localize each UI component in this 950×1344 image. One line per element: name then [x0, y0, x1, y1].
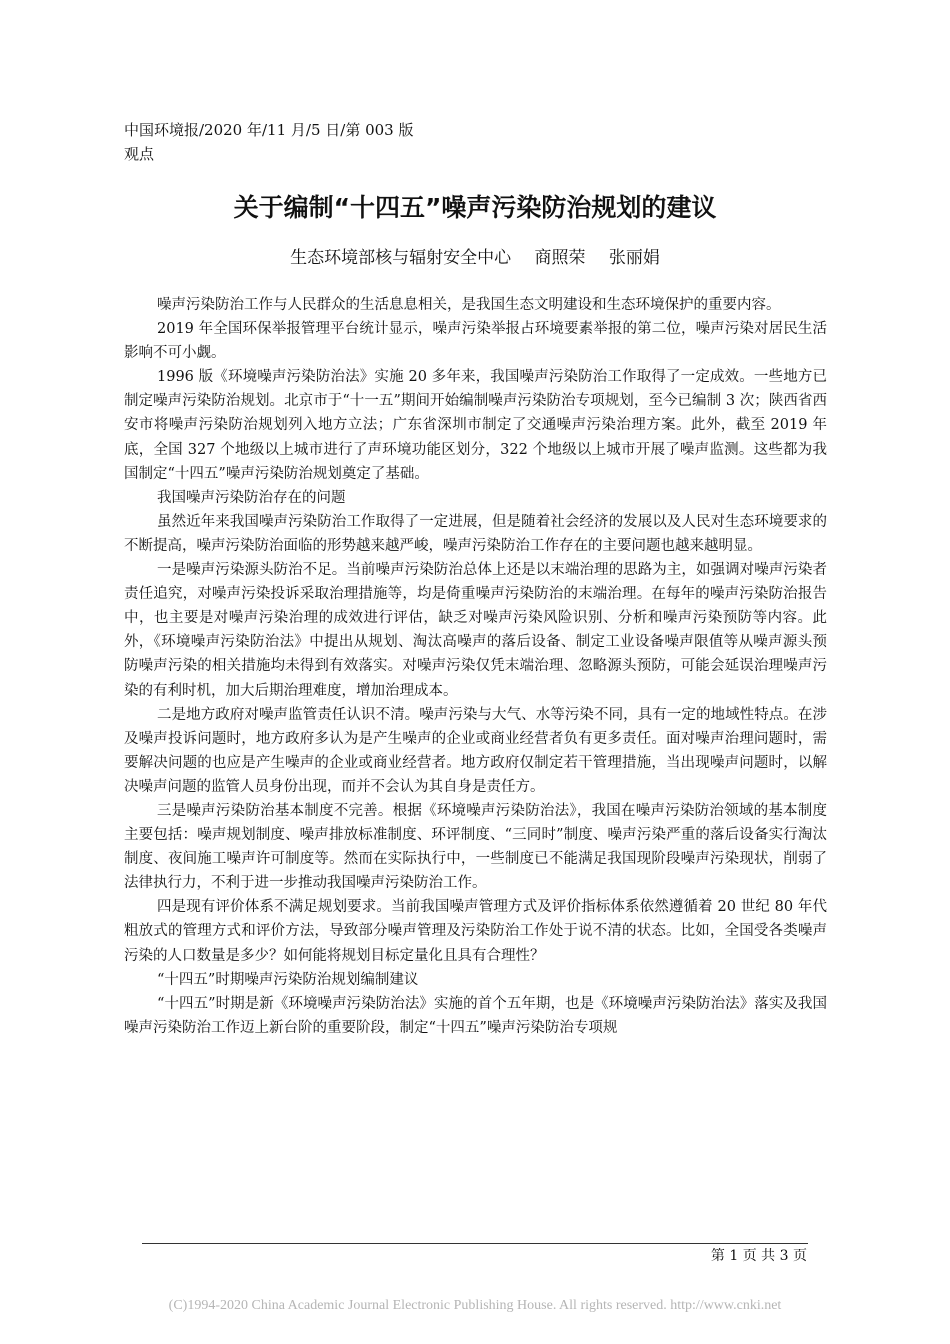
author-affiliation: 生态环境部核与辐射安全中心: [290, 248, 512, 268]
paragraph: 三是噪声污染防治基本制度不完善。根据《环境噪声污染防治法》，我国在噪声污染防治领域的基本制度主要包括：噪声规划制度、噪声排放标准制度、环评制度、“三同时”制度、噪声污染严重的落后设备实行淘汰制度、夜间施工噪声许可制度等。然而在实际执行中，一些制度已不能满足我国现阶段噪声污染现状，削弱了法律执行力，不利于进一步推动我国噪声污染防治工作。: [124, 802, 827, 892]
article-title: 关于编制“十四五”噪声污染防治规划的建议: [233, 193, 717, 222]
paragraph: “十四五”时期是新《环境噪声污染防治法》实施的首个五年期，也是《环境噪声污染防治法》落实及我国噪声污染防治工作迈上新台阶的重要阶段，制定“十四五”噪声污染防治专项规: [124, 995, 827, 1036]
article-source: [124, 118, 414, 166]
footer-divider: [142, 1243, 808, 1244]
author-name: 张丽娟: [608, 248, 660, 268]
section-heading: “十四五”时期噪声污染防治规划编制建议: [157, 971, 419, 988]
paragraph: 1996 版《环境噪声污染防治法》实施 20 多年来，我国噪声污染防治工作取得了一定成效。一些地方已制定噪声污染防治规划。北京市于“十一五”期间开始编制噪声污染防治专项规划，至今已编制 3 次；陕西省西安市将噪声污染防治规划列入地方立法；广东省深圳市制定了交通噪声污染治理方案。此外，截至 2019 年底，全国 327 个地级以上城市进行了声环境功能区划分，322 个地级以上城市开展了噪声监测。这些都为我国制定“十四五”噪声污染防治规划奠定了基础。: [124, 369, 827, 482]
page-number: 第 1 页 共 3 页: [710, 1248, 807, 1264]
paragraph: 四是现有评价体系不满足规划要求。当前我国噪声管理方式及评价指标体系依然遵循着 20 世纪 80 年代粗放式的管理方式和评价方法，导致部分噪声管理及污染防治工作处于说不清的状态。比如，全国受各类噪声污染的人口数量是多少？如何能将规划目标定量化且具有合理性？: [124, 899, 827, 964]
article-authors: [0, 245, 950, 271]
publication-line: 中国环境报/2020 年/11 月/5 日/第 003 版: [124, 121, 414, 139]
author-name: 商照荣: [534, 248, 586, 268]
paragraph: 一是噪声污染源头防治不足。当前噪声污染防治总体上还是以末端治理的思路为主，如强调对噪声污染者责任追究，对噪声污染投诉采取治理措施等，均是倚重噪声污染防治的末端治理。在每年的噪声污染防治报告中，也主要是对噪声污染治理的成效进行评估，缺乏对噪声污染风险识别、分析和噪声污染预防等内容。此外，《环境噪声污染防治法》中提出从规划、淘汰高噪声的落后设备、制定工业设备噪声限值等从噪声源头预防噪声污染的相关措施均未得到有效落实。对噪声污染仅凭末端治理、忽略源头预防，可能会延误治理噪声污染的有利时机，加大后期治理难度，增加治理成本。: [124, 562, 827, 699]
paragraph: 虽然近年来我国噪声污染防治工作取得了一定进展，但是随着社会经济的发展以及人民对生态环境要求的不断提高，噪声污染防治面临的形势越来越严峻，噪声污染防治工作存在的主要问题也越来越明显。: [124, 513, 827, 554]
paragraph: 噪声污染防治工作与人民群众的生活息息相关，是我国生态文明建设和生态环境保护的重要内容。: [157, 297, 781, 313]
paragraph: 2019 年全国环保举报管理平台统计显示，噪声污染举报占环境要素举报的第二位，噪声污染对居民生活影响不可小觑。: [124, 321, 827, 362]
section-label: 观点: [124, 145, 155, 163]
article-body: [124, 293, 827, 1040]
paragraph: 二是地方政府对噪声监管责任认识不清。噪声污染与大气、水等污染不同，具有一定的地域性特点。在涉及噪声投诉问题时，地方政府多认为是产生噪声的企业或商业经营者负有更多责任。面对噪声治理问题时，需要解决问题的也应是产生噪声的企业或商业经营者。地方政府仅制定若干管理措施，当出现噪声问题时，以解决噪声问题的监管人员身份出现，而并不会认为其自身是责任方。: [124, 706, 827, 795]
section-heading: 我国噪声污染防治存在的问题: [157, 489, 346, 506]
copyright-notice: (C)1994-2020 China Academic Journal Electronic Publishing House. All rights reserved. http://www.cnki.net: [168, 1298, 782, 1313]
